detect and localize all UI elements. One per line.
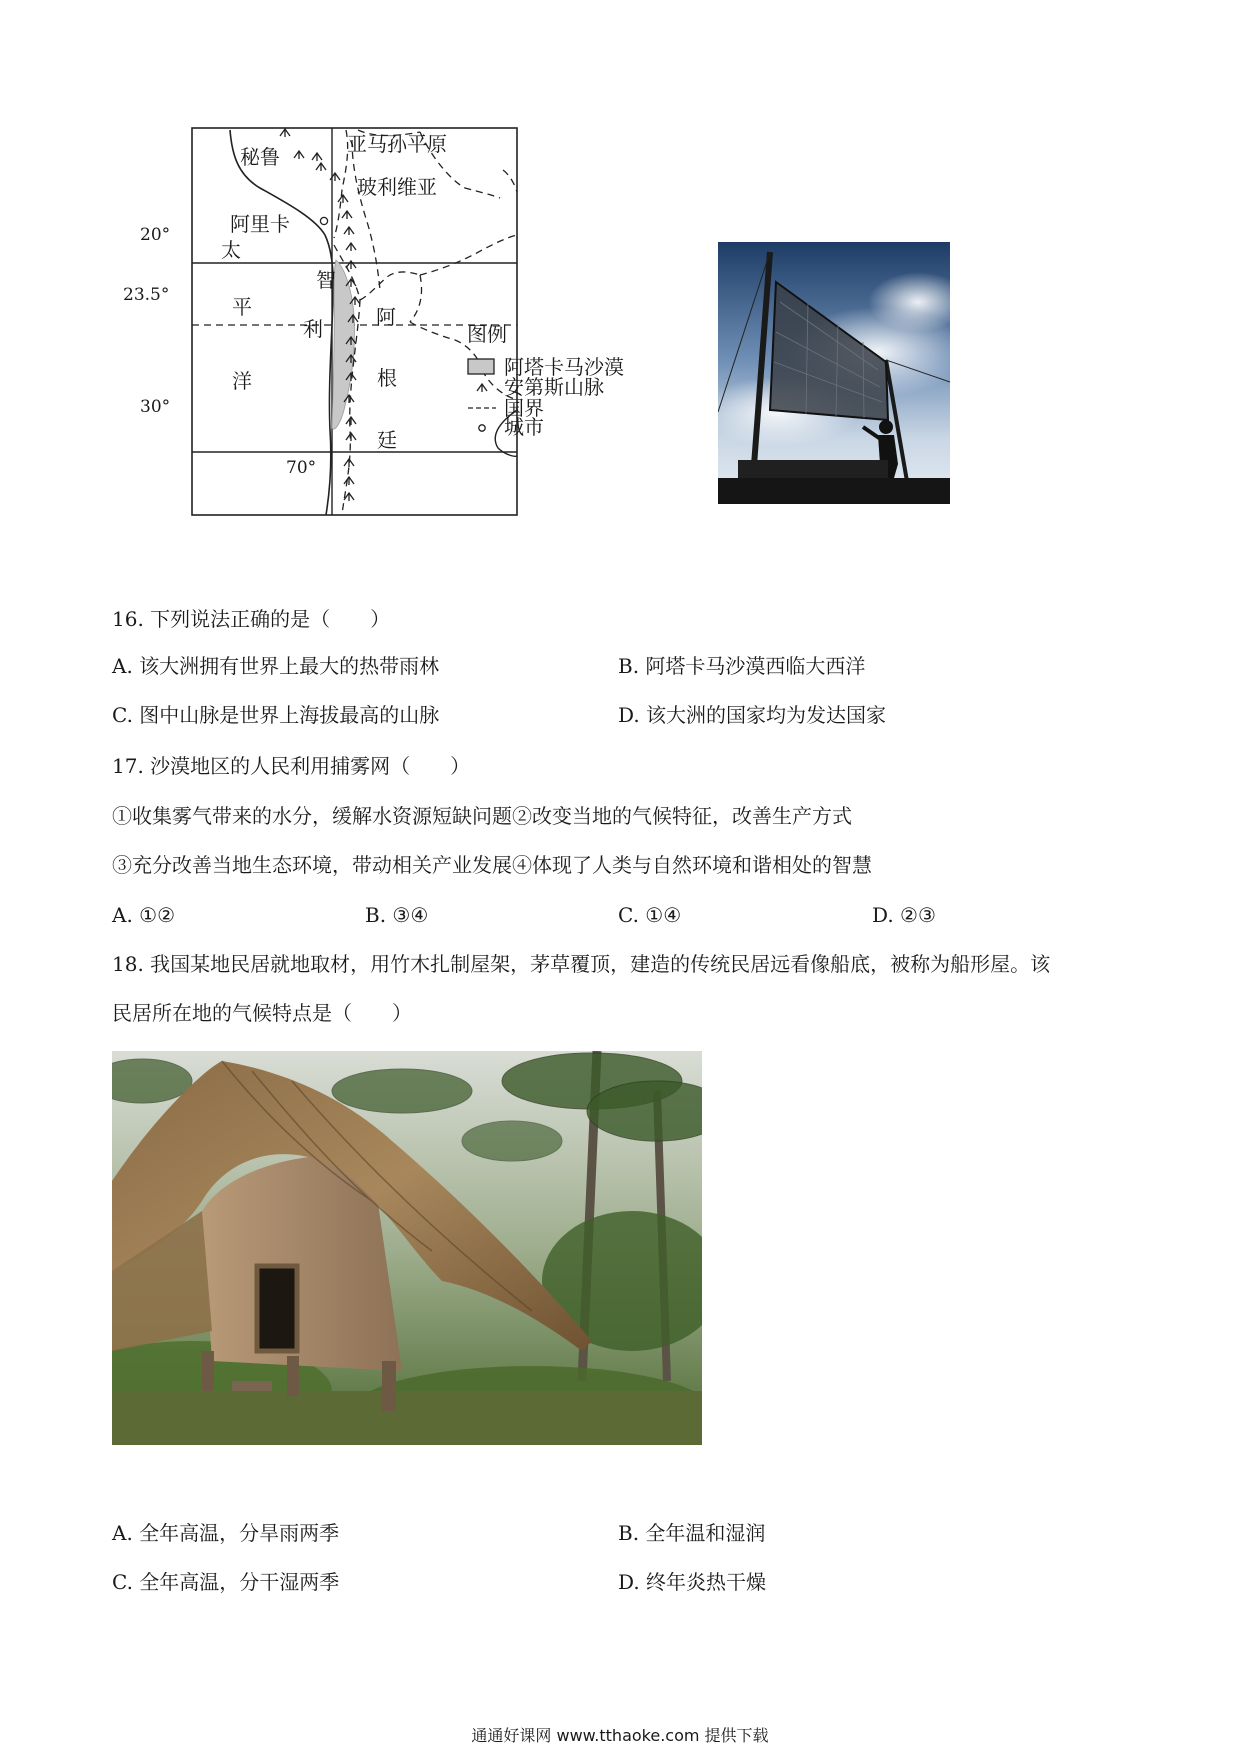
q17-option-d: D. ②③: [872, 903, 936, 927]
q16-option-a: A. 该大洲拥有世界上最大的热带雨林: [112, 654, 440, 678]
lat-23-5-label: 23.5°: [123, 285, 170, 305]
boat-house-photo: [112, 1051, 702, 1445]
q17-statement-line-1: ①收集雾气带来的水分，缓解水资源短缺问题②改变当地的气候特征，改善生产方式: [112, 804, 852, 828]
label-pacific-2: 平: [232, 295, 252, 319]
lat-30-label: 30°: [140, 397, 171, 417]
legend-desert-swatch: [468, 359, 494, 374]
q17-stem: 17. 沙漠地区的人民利用捕雾网（ ）: [112, 754, 471, 778]
label-pacific-3: 洋: [232, 369, 252, 393]
q17-option-a: A. ①②: [112, 903, 176, 927]
q18-stem-line-1: 18. 我国某地民居就地取材，用竹木扎制屋架，茅草覆顶，建造的传统民居远看像船底，被称为船形屋。该: [112, 952, 1051, 976]
atacama-map: [120, 110, 700, 540]
arica-city-marker: [320, 217, 327, 224]
page-footer: 通通好课网 www.tthaoke.com 提供下载: [471, 1726, 769, 1745]
q17-statement-line-2: ③充分改善当地生态环境，带动相关产业发展④体现了人类与自然环境和谐相处的智慧: [112, 853, 872, 877]
q16-stem: 16. 下列说法正确的是（ ）: [112, 607, 391, 631]
lon-70-label: 70°: [286, 458, 317, 478]
q16-option-d: D. 该大洲的国家均为发达国家: [618, 703, 887, 727]
label-arica: 阿里卡: [230, 212, 290, 236]
fog-net-photo: [718, 242, 950, 504]
label-chile-2: 利: [303, 317, 323, 341]
q18-option-d: D. 终年炎热干燥: [618, 1570, 767, 1594]
label-argentina-2: 根: [377, 366, 397, 390]
label-argentina-3: 廷: [377, 428, 397, 452]
label-amazon: 亚马孙平原: [347, 132, 447, 156]
label-peru: 秘鲁: [240, 145, 280, 169]
label-chile-1: 智: [316, 268, 336, 292]
label-argentina-1: 阿: [376, 305, 396, 329]
legend-mountain-symbol: [477, 384, 487, 392]
q16-option-b: B. 阿塔卡马沙漠西临大西洋: [618, 654, 866, 678]
q18-option-a: A. 全年高温，分旱雨两季: [112, 1521, 340, 1545]
q17-option-c: C. ①④: [618, 903, 682, 927]
label-pacific-1: 太: [221, 238, 241, 262]
q17-option-b: B. ③④: [365, 903, 429, 927]
legend-title: 图例: [467, 322, 507, 346]
legend-city-label: 城市: [504, 415, 544, 439]
lat-20-label: 20°: [140, 225, 171, 245]
legend-city-symbol: [479, 425, 485, 431]
q18-option-c: C. 全年高温，分干湿两季: [112, 1570, 340, 1594]
legend-mountain-label: 安第斯山脉: [504, 375, 604, 399]
q18-option-b: B. 全年温和湿润: [618, 1521, 766, 1545]
q16-option-c: C. 图中山脉是世界上海拔最高的山脉: [112, 703, 440, 727]
legend-desert-label: 阿塔卡马沙漠: [504, 355, 624, 379]
q18-stem-line-2: 民居所在地的气候特点是（ ）: [112, 1001, 412, 1025]
label-bolivia: 玻利维亚: [357, 175, 437, 199]
legend-border-label: 国界: [504, 396, 544, 420]
